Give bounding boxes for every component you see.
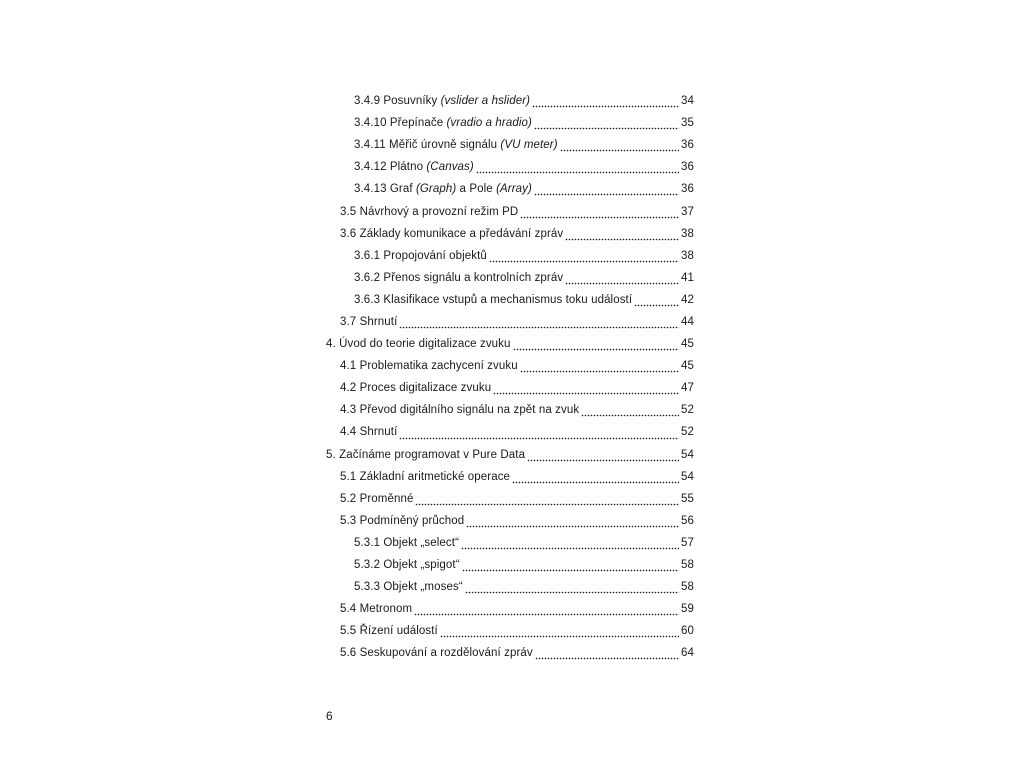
toc-title-segment: 3.6 Základy komunikace a předávání zpráv bbox=[340, 227, 564, 240]
toc-entry-title bbox=[340, 315, 397, 329]
dot-leader bbox=[532, 94, 679, 108]
toc-entry-page: 36 bbox=[681, 161, 694, 174]
toc-entry bbox=[326, 444, 694, 466]
toc-title-segment: 5.3.1 Objekt „select“ bbox=[354, 536, 460, 549]
toc-entry-page: 54 bbox=[681, 470, 694, 483]
dot-leader bbox=[534, 182, 679, 196]
toc-entry-title bbox=[354, 293, 632, 307]
dot-leader bbox=[581, 403, 679, 417]
toc-entry bbox=[326, 289, 694, 311]
toc-entry-page: 45 bbox=[681, 338, 694, 351]
toc-entry bbox=[326, 554, 694, 576]
toc-title-segment: 5.2 Proměnné bbox=[340, 492, 414, 505]
toc-entry bbox=[326, 421, 694, 443]
toc-title-segment: 3.4.10 Přepínače bbox=[354, 117, 447, 130]
toc-entry-page: 38 bbox=[681, 249, 694, 262]
dot-leader bbox=[512, 470, 679, 484]
dot-leader bbox=[489, 249, 679, 263]
toc-entry-title bbox=[354, 271, 563, 285]
dot-leader bbox=[565, 227, 679, 241]
dot-leader bbox=[462, 558, 679, 572]
toc-entry-page: 58 bbox=[681, 581, 694, 594]
toc-entry-page: 57 bbox=[681, 536, 694, 549]
toc-entry-title bbox=[354, 558, 460, 572]
toc-entry-page: 38 bbox=[681, 227, 694, 240]
toc-entry-page: 37 bbox=[681, 205, 694, 218]
toc-entry bbox=[326, 156, 694, 178]
toc-title-segment: 3.4.9 Posuvníky bbox=[354, 95, 441, 108]
toc-entry-title bbox=[354, 249, 487, 263]
toc-title-italic-segment: (Canvas) bbox=[426, 161, 474, 174]
toc-entry bbox=[326, 245, 694, 267]
toc-entry-page: 54 bbox=[681, 448, 694, 461]
dot-leader bbox=[399, 315, 679, 329]
toc-title-italic-segment: (Array) bbox=[496, 183, 532, 196]
toc-entry-title bbox=[354, 94, 530, 108]
toc-entry-title bbox=[340, 359, 518, 373]
toc-title-segment: 5.3.3 Objekt „moses“ bbox=[354, 581, 463, 594]
toc-title-italic-segment: (VU meter) bbox=[500, 139, 558, 152]
toc-title-segment: 5.3.2 Objekt „spigot“ bbox=[354, 559, 460, 572]
toc-entry-page: 34 bbox=[681, 95, 694, 108]
dot-leader bbox=[634, 293, 679, 307]
toc-entry bbox=[326, 90, 694, 112]
dot-leader bbox=[534, 116, 679, 130]
toc-entry-title bbox=[340, 425, 397, 439]
toc-entry bbox=[326, 576, 694, 598]
toc-title-segment: 4.4 Shrnutí bbox=[340, 426, 398, 439]
toc-entry-title bbox=[340, 227, 563, 241]
toc-entry bbox=[326, 333, 694, 355]
dot-leader bbox=[560, 138, 679, 152]
toc-entry-page: 42 bbox=[681, 293, 694, 306]
toc-entry-title bbox=[340, 646, 533, 660]
dot-leader bbox=[476, 160, 679, 174]
toc-entry-page: 36 bbox=[681, 139, 694, 152]
toc-title-segment: 3.4.12 Plátno bbox=[354, 161, 427, 174]
toc-entry-page: 41 bbox=[681, 271, 694, 284]
toc-entry bbox=[326, 598, 694, 620]
toc-entry-title bbox=[340, 514, 464, 528]
toc-entry-page: 55 bbox=[681, 492, 694, 505]
toc-title-segment: 5.4 Metronom bbox=[340, 603, 413, 616]
toc-title-segment: 3.5 Návrhový a provozní režim PD bbox=[340, 205, 519, 218]
toc-entry-page: 47 bbox=[681, 382, 694, 395]
toc-entry-page: 35 bbox=[681, 117, 694, 130]
toc-entry-page: 64 bbox=[681, 647, 694, 660]
toc-entry bbox=[326, 178, 694, 200]
toc-entry bbox=[326, 488, 694, 510]
toc-entry-title bbox=[354, 182, 532, 196]
toc-entry-title bbox=[340, 470, 510, 484]
toc-entry-title bbox=[340, 602, 412, 616]
toc-entry-title bbox=[326, 337, 511, 351]
toc-entry bbox=[326, 532, 694, 554]
toc-entry bbox=[326, 223, 694, 245]
toc-entry bbox=[326, 112, 694, 134]
toc-entry bbox=[326, 355, 694, 377]
toc-entry-title bbox=[340, 492, 413, 506]
toc-entry-page: 45 bbox=[681, 360, 694, 373]
dot-leader bbox=[465, 580, 679, 594]
table-of-contents bbox=[326, 90, 694, 664]
toc-entry-page: 44 bbox=[681, 315, 694, 328]
toc-entry-page: 36 bbox=[681, 183, 694, 196]
toc-title-segment: 3.7 Shrnutí bbox=[340, 315, 398, 328]
dot-leader bbox=[466, 514, 679, 528]
toc-entry-title bbox=[354, 116, 532, 130]
toc-title-segment: 5. Začínáme programovat v Pure Data bbox=[326, 448, 526, 461]
dot-leader bbox=[527, 448, 679, 462]
toc-title-segment: 4. Úvod do teorie digitalizace zvuku bbox=[326, 338, 511, 351]
toc-entry-page: 56 bbox=[681, 514, 694, 527]
toc-title-segment: 4.2 Proces digitalizace zvuku bbox=[340, 382, 492, 395]
toc-entry-title bbox=[340, 205, 518, 219]
toc-title-segment: 5.1 Základní aritmetické operace bbox=[340, 470, 511, 483]
toc-entry-page: 58 bbox=[681, 559, 694, 572]
toc-entry bbox=[326, 311, 694, 333]
toc-title-segment: 4.1 Problematika zachycení zvuku bbox=[340, 360, 518, 373]
toc-entry-title bbox=[354, 138, 558, 152]
toc-entry-title bbox=[340, 624, 438, 638]
dot-leader bbox=[535, 646, 679, 660]
dot-leader bbox=[461, 536, 679, 550]
toc-title-segment: 3.6.3 Klasifikace vstupů a mechanismus toku událostí bbox=[354, 293, 633, 306]
toc-entry bbox=[326, 377, 694, 399]
toc-entry bbox=[326, 642, 694, 664]
page-number: 6 bbox=[326, 709, 333, 723]
toc-entry bbox=[326, 399, 694, 421]
dot-leader bbox=[520, 205, 679, 219]
toc-entry bbox=[326, 267, 694, 289]
toc-title-segment: 5.5 Řízení událostí bbox=[340, 625, 438, 638]
toc-title-segment: a Pole bbox=[456, 183, 497, 196]
dot-leader bbox=[493, 381, 679, 395]
dot-leader bbox=[440, 624, 679, 638]
toc-entry-page: 52 bbox=[681, 426, 694, 439]
toc-entry bbox=[326, 620, 694, 642]
toc-entry-title bbox=[340, 381, 491, 395]
toc-entry bbox=[326, 466, 694, 488]
toc-entry-title bbox=[326, 448, 525, 462]
toc-title-italic-segment: (vradio a hradio) bbox=[446, 117, 532, 130]
toc-entry bbox=[326, 200, 694, 222]
dot-leader bbox=[565, 271, 679, 285]
toc-entry-title bbox=[340, 403, 579, 417]
toc-title-italic-segment: (vslider a hslider) bbox=[440, 95, 531, 108]
toc-entry-page: 59 bbox=[681, 603, 694, 616]
toc-entry-page: 60 bbox=[681, 625, 694, 638]
toc-title-segment: 3.6.1 Propojování objektů bbox=[354, 249, 487, 262]
dot-leader bbox=[414, 602, 679, 616]
toc-entry bbox=[326, 510, 694, 532]
toc-title-italic-segment: (Graph) bbox=[415, 183, 457, 196]
dot-leader bbox=[513, 337, 679, 351]
toc-title-segment: 3.6.2 Přenos signálu a kontrolních zpráv bbox=[354, 271, 564, 284]
toc-title-segment: 5.3 Podmíněný průchod bbox=[340, 514, 465, 527]
toc-entry-title bbox=[354, 160, 474, 174]
toc-title-segment: 3.4.13 Graf bbox=[354, 183, 416, 196]
toc-entry-page: 52 bbox=[681, 404, 694, 417]
dot-leader bbox=[399, 426, 679, 440]
dot-leader bbox=[415, 492, 679, 506]
toc-title-segment: 4.3 Převod digitálního signálu na zpět na zvuk bbox=[340, 404, 580, 417]
toc-entry-title bbox=[354, 580, 463, 594]
toc-entry bbox=[326, 134, 694, 156]
dot-leader bbox=[520, 359, 679, 373]
toc-title-segment: 3.4.11 Měřič úrovně signálu bbox=[354, 139, 501, 152]
toc-entry-title bbox=[354, 536, 459, 550]
toc-title-segment: 5.6 Seskupování a rozdělování zpráv bbox=[340, 647, 533, 660]
